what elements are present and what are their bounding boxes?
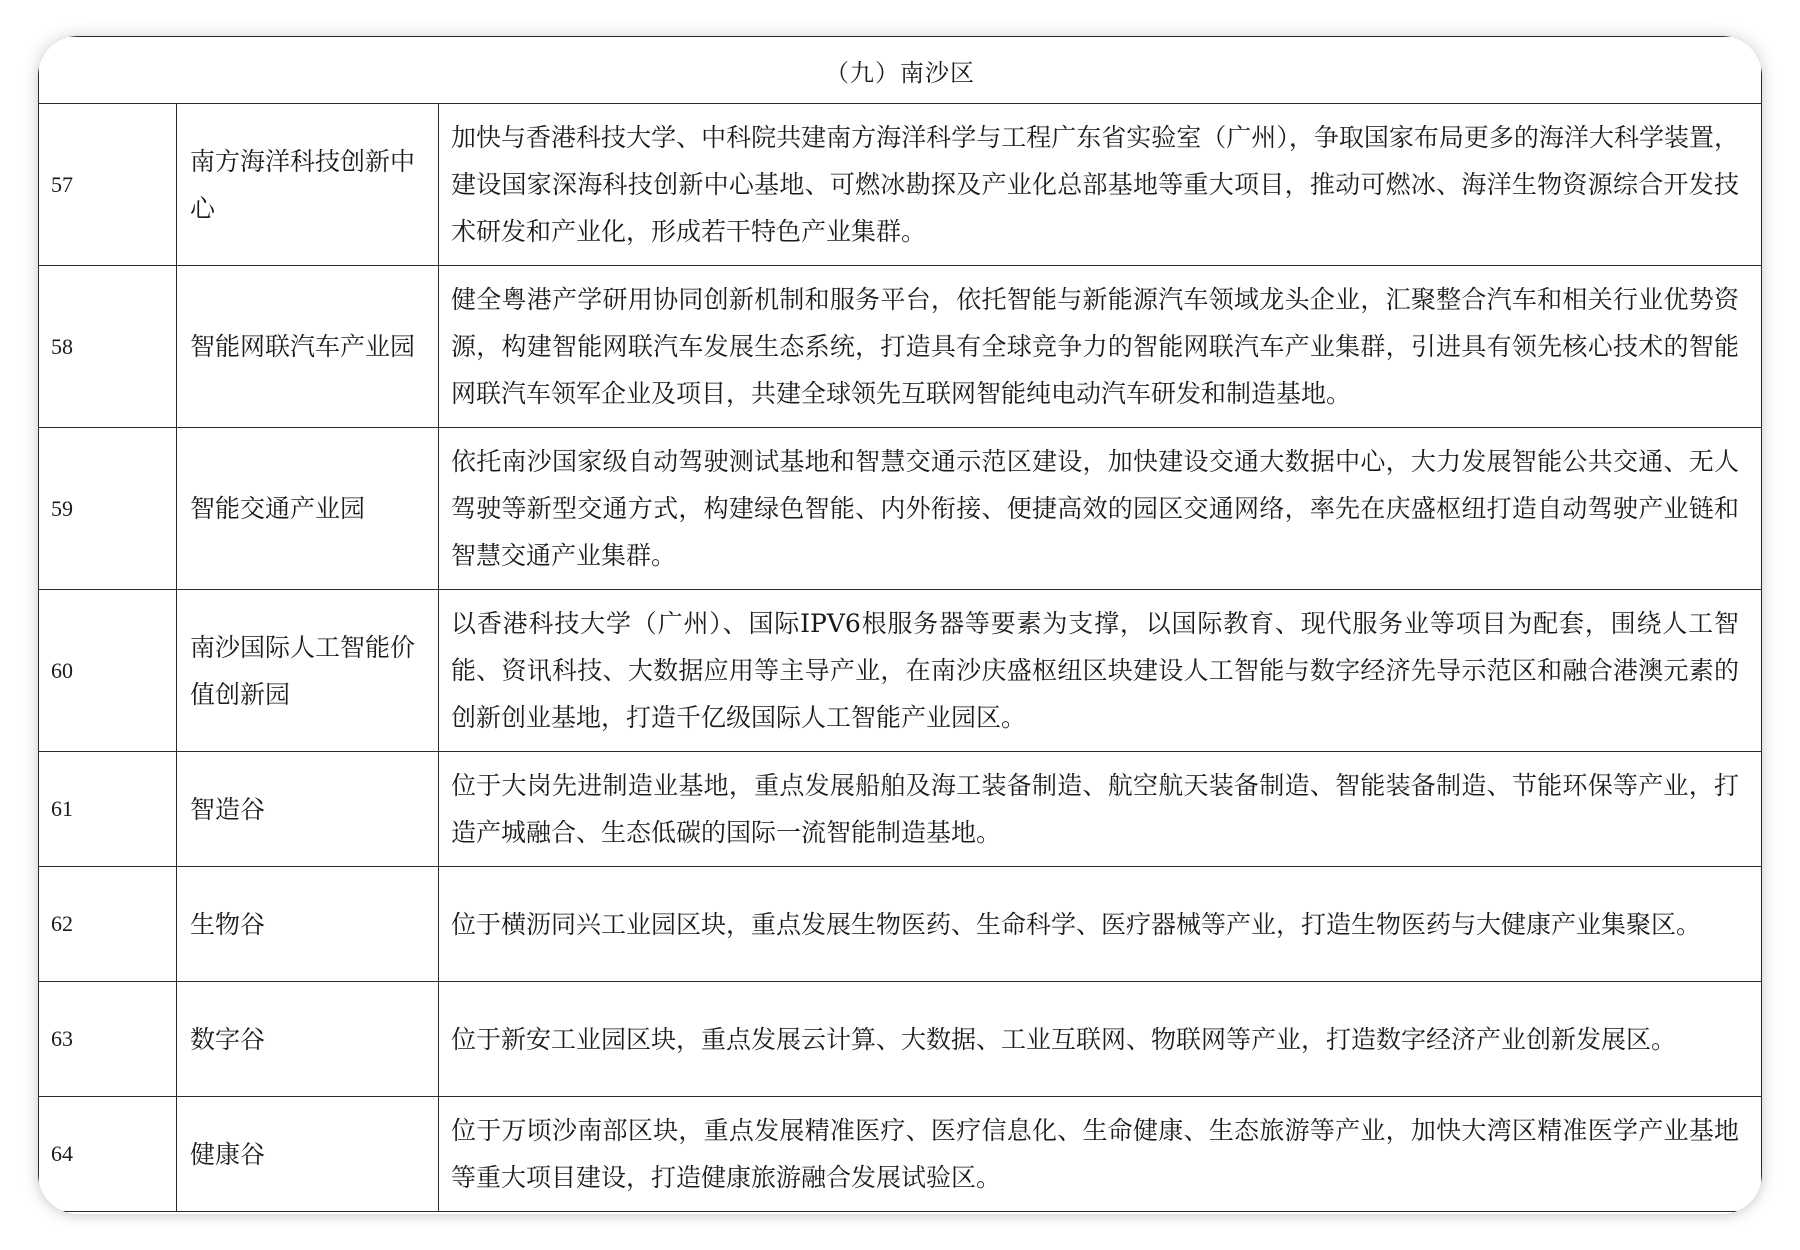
project-name: 智能网联汽车产业园 — [177, 266, 439, 428]
section-header-row — [39, 37, 1762, 104]
document-card — [38, 36, 1762, 1214]
table-row — [39, 104, 1762, 266]
project-name: 健康谷 — [177, 1097, 439, 1212]
project-description: 位于横沥同兴工业园区块，重点发展生物医药、生命科学、医疗器械等产业，打造生物医药与大健康产业集聚区。 — [439, 867, 1762, 982]
table-row — [39, 1097, 1762, 1212]
row-number: 61 — [39, 752, 177, 867]
table-row — [39, 266, 1762, 428]
project-table — [38, 36, 1762, 1212]
project-name: 智能交通产业园 — [177, 428, 439, 590]
project-description: 位于大岗先进制造业基地，重点发展船舶及海工装备制造、航空航天装备制造、智能装备制造、节能环保等产业，打造产城融合、生态低碳的国际一流智能制造基地。 — [439, 752, 1762, 867]
project-name: 数字谷 — [177, 982, 439, 1097]
row-number: 57 — [39, 104, 177, 266]
row-number: 63 — [39, 982, 177, 1097]
row-number: 64 — [39, 1097, 177, 1212]
row-number: 60 — [39, 590, 177, 752]
project-name: 生物谷 — [177, 867, 439, 982]
project-description: 加快与香港科技大学、中科院共建南方海洋科学与工程广东省实验室（广州），争取国家布局更多的海洋大科学装置，建设国家深海科技创新中心基地、可燃冰勘探及产业化总部基地等重大项目，推动可燃冰、海洋生物资源综合开发技术研发和产业化，形成若干特色产业集群。 — [439, 104, 1762, 266]
project-description: 依托南沙国家级自动驾驶测试基地和智慧交通示范区建设，加快建设交通大数据中心，大力发展智能公共交通、无人驾驶等新型交通方式，构建绿色智能、内外衔接、便捷高效的园区交通网络，率先在庆盛枢纽打造自动驾驶产业链和智慧交通产业集群。 — [439, 428, 1762, 590]
table-row — [39, 867, 1762, 982]
project-name: 南沙国际人工智能价值创新园 — [177, 590, 439, 752]
table-row — [39, 428, 1762, 590]
project-description: 健全粤港产学研用协同创新机制和服务平台，依托智能与新能源汽车领域龙头企业，汇聚整合汽车和相关行业优势资源，构建智能网联汽车发展生态系统，打造具有全球竞争力的智能网联汽车产业集群，引进具有领先核心技术的智能网联汽车领军企业及项目，共建全球领先互联网智能纯电动汽车研发和制造基地。 — [439, 266, 1762, 428]
section-title: （九）南沙区 — [39, 37, 1762, 104]
project-name: 智造谷 — [177, 752, 439, 867]
project-description: 位于新安工业园区块，重点发展云计算、大数据、工业互联网、物联网等产业，打造数字经济产业创新发展区。 — [439, 982, 1762, 1097]
table-row — [39, 590, 1762, 752]
row-number: 58 — [39, 266, 177, 428]
row-number: 62 — [39, 867, 177, 982]
row-number: 59 — [39, 428, 177, 590]
project-description: 以香港科技大学（广州）、国际IPV6根服务器等要素为支撑，以国际教育、现代服务业等项目为配套，围绕人工智能、资讯科技、大数据应用等主导产业，在南沙庆盛枢纽区块建设人工智能与数字经济先导示范区和融合港澳元素的创新创业基地，打造千亿级国际人工智能产业园区。 — [439, 590, 1762, 752]
project-name: 南方海洋科技创新中心 — [177, 104, 439, 266]
table-row — [39, 982, 1762, 1097]
project-description: 位于万顷沙南部区块，重点发展精准医疗、医疗信息化、生命健康、生态旅游等产业，加快大湾区精准医学产业基地等重大项目建设，打造健康旅游融合发展试验区。 — [439, 1097, 1762, 1212]
table-row — [39, 752, 1762, 867]
